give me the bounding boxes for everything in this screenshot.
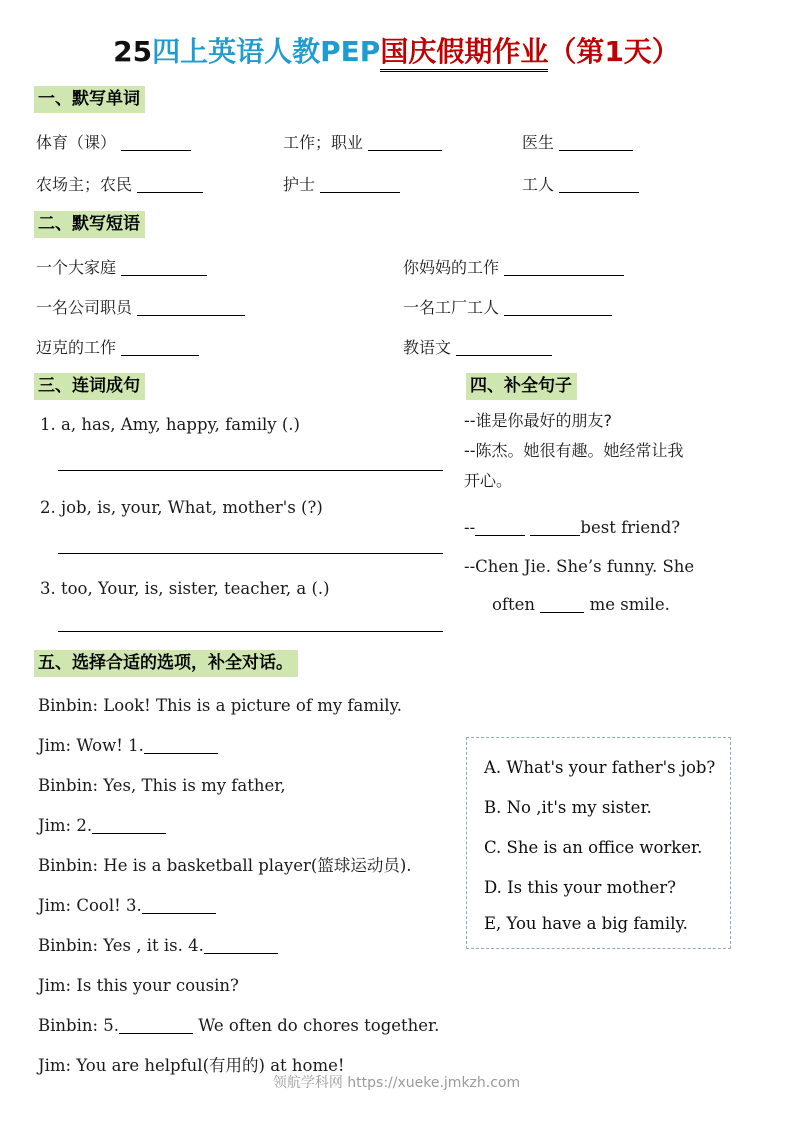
dialogue-line-4 (38, 815, 166, 837)
word-label: 医生 (522, 133, 555, 152)
complete-line-answer-2-cont (492, 594, 670, 616)
complete-line-a1: --陈杰。她很有趣。她经常让我 (464, 441, 684, 460)
scramble-item-2: 2. job, is, your, What, mother's (?) (40, 498, 323, 517)
answer-blank[interactable] (559, 177, 639, 193)
answer-blank[interactable] (142, 898, 216, 914)
answer-blank[interactable] (121, 260, 207, 276)
answer-blank[interactable] (204, 938, 278, 954)
phrase-item-big-family (36, 257, 207, 279)
section-heading-1: 一、默写单词 (34, 86, 145, 113)
question-tail: best friend? (580, 518, 681, 537)
answer-blank[interactable] (559, 135, 633, 151)
dialogue-tail-text: We often do chores together. (193, 1016, 440, 1035)
dialogue-speaker-text: Jim: Wow! 1. (38, 736, 144, 755)
title-part-assignment: 国庆假期作业 (380, 35, 548, 72)
complete-line-a1-cont: 开心。 (464, 471, 513, 490)
word-item-pe (36, 132, 191, 154)
answer-blank[interactable] (121, 340, 199, 356)
answer-blank[interactable] (475, 520, 525, 536)
answer-blank[interactable] (92, 818, 166, 834)
option-e[interactable]: E, You have a big family. (484, 914, 688, 933)
dialogue-line-3: Binbin: Yes, This is my father, (38, 776, 286, 795)
option-b[interactable]: B. No ,it's my sister. (484, 798, 652, 817)
phrase-label: 一名公司职员 (36, 298, 133, 317)
answer-blank[interactable] (540, 597, 584, 613)
dialogue-line-9 (38, 1015, 439, 1037)
answer-blank[interactable] (530, 520, 580, 536)
dialogue-speaker-text: Binbin: 5. (38, 1016, 120, 1035)
word-label: 护士 (283, 175, 316, 194)
word-label: 工人 (522, 175, 555, 194)
answer-blank[interactable] (320, 177, 400, 193)
footer-watermark: 领航学科网 https://xueke.jmkzh.com (272, 1075, 521, 1091)
phrase-item-teach-chinese (403, 337, 552, 359)
phrase-item-office-worker (36, 297, 245, 319)
phrase-label: 一名工厂工人 (403, 298, 500, 317)
word-label: 工作；职业 (283, 133, 364, 152)
complete-line-blank-question (464, 517, 680, 539)
phrase-item-mothers-job (403, 257, 624, 279)
dialogue-speaker-text: Jim: 2. (38, 816, 93, 835)
option-c[interactable]: C. She is an office worker. (484, 838, 703, 857)
answer-tail: me smile. (589, 595, 670, 614)
answer-blank[interactable] (137, 177, 203, 193)
phrase-label: 迈克的工作 (36, 338, 117, 357)
dialogue-line-10: Jim: You are helpful(有用的) at home! (38, 1056, 345, 1075)
complete-line-q1: --谁是你最好的朋友? (464, 411, 613, 430)
option-a[interactable]: A. What's your father's job? (484, 758, 716, 777)
page-title (0, 34, 793, 70)
section-heading-2: 二、默写短语 (34, 211, 145, 238)
dash-prefix: -- (464, 518, 476, 537)
phrase-item-factory-worker (403, 297, 612, 319)
dialogue-speaker-text: Jim: Cool! 3. (38, 896, 142, 915)
phrase-item-mikes-job (36, 337, 199, 359)
title-part-day: （第1天） (548, 35, 680, 68)
answer-blank[interactable] (119, 1018, 193, 1034)
section-heading-3: 三、连词成句 (34, 373, 145, 400)
often-word: often (492, 595, 536, 614)
dialogue-line-8: Jim: Is this your cousin? (38, 976, 239, 995)
phrase-label: 你妈妈的工作 (403, 258, 500, 277)
dialogue-line-2 (38, 735, 218, 757)
answer-blank[interactable] (121, 135, 191, 151)
word-item-doctor (522, 132, 633, 154)
section-heading-5: 五、选择合适的选项，补全对话。 (34, 650, 298, 677)
answer-blank[interactable] (137, 300, 245, 316)
title-part-subject: 四上英语人教PEP (152, 35, 381, 68)
answer-line-1[interactable] (58, 470, 443, 471)
title-part-year: 25 (113, 35, 153, 68)
answer-blank[interactable] (504, 260, 624, 276)
scramble-item-1: 1. a, has, Amy, happy, family (.) (40, 415, 300, 434)
dialogue-line-6 (38, 895, 216, 917)
section-heading-4: 四、补全句子 (466, 373, 577, 400)
word-item-worker (522, 174, 639, 196)
word-item-job (283, 132, 442, 154)
complete-line-answer-2: --Chen Jie. She’s funny. She (464, 557, 695, 576)
answer-blank[interactable] (368, 135, 442, 151)
answer-blank[interactable] (456, 340, 552, 356)
dialogue-line-7 (38, 935, 278, 957)
option-d[interactable]: D. Is this your mother? (484, 878, 676, 897)
phrase-label: 教语文 (403, 338, 452, 357)
answer-line-3[interactable] (58, 631, 443, 632)
word-item-nurse (283, 174, 400, 196)
answer-blank[interactable] (144, 738, 218, 754)
answer-line-2[interactable] (58, 553, 443, 554)
scramble-item-3: 3. too, Your, is, sister, teacher, a (.) (40, 579, 330, 598)
dialogue-line-1: Binbin: Look! This is a picture of my family. (38, 696, 402, 715)
answer-blank[interactable] (504, 300, 612, 316)
dialogue-speaker-text: Binbin: Yes , it is. 4. (38, 936, 204, 955)
word-label: 体育（课） (36, 133, 117, 152)
dialogue-line-5: Binbin: He is a basketball player(篮球运动员). (38, 856, 412, 875)
phrase-label: 一个大家庭 (36, 258, 117, 277)
word-item-farmer (36, 174, 203, 196)
word-label: 农场主；农民 (36, 175, 133, 194)
